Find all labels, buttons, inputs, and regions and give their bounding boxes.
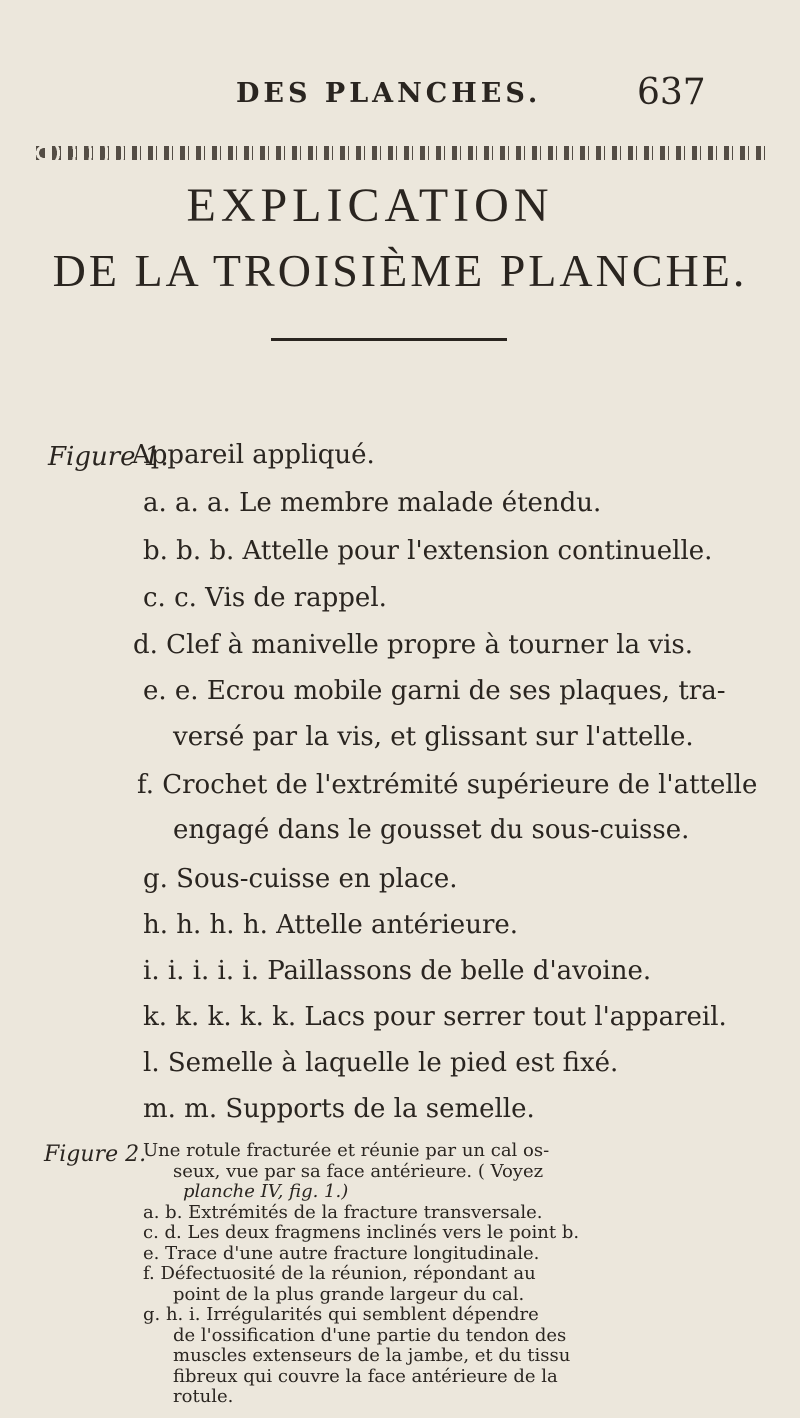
figure-1-label: Figure 1. — [48, 442, 169, 472]
figure-1-line: h. h. h. h. Attelle antérieure. — [143, 910, 519, 940]
figure-2-line: de l'ossification d'une partie du tendon des — [173, 1324, 567, 1346]
figure-1-line: m. m. Supports de la semelle. — [143, 1094, 535, 1124]
figure-1-line: f. Crochet de l'extrémité supérieure de l'attelle — [137, 770, 758, 800]
figure-2-line: point de la plus grande largeur du cal. — [173, 1283, 525, 1305]
figure-1-line: k. k. k. k. k. Lacs pour serrer tout l'appareil. — [143, 1002, 727, 1032]
figure-2-line: muscles extenseurs de la jambe, et du tissu — [173, 1345, 571, 1366]
title-rule — [271, 338, 507, 341]
figure-2-line: seux, vue par sa face antérieure. ( Voyez — [173, 1160, 544, 1182]
page-number: 637 — [637, 72, 706, 113]
figure-2-line: g. h. i. Irrégularités qui semblent dépendre — [143, 1304, 539, 1325]
figure-2-line: rotule. — [173, 1386, 234, 1407]
decorative-border — [36, 146, 766, 160]
figure-2-line: fibreux qui couvre la face antérieure de la — [173, 1365, 558, 1387]
figure-1-line: b. b. b. Attelle pour l'extension continuelle. — [143, 536, 713, 566]
section-subtitle: DE LA TROISIÈME PLANCHE. — [52, 245, 748, 296]
running-title: DES PLANCHES. — [236, 78, 542, 109]
figure-1-line: engagé dans le gousset du sous-cuisse. — [173, 815, 690, 845]
figure-2-line: a. b. Extrémités de la fracture transversale. — [143, 1201, 543, 1223]
section-title: EXPLICATION — [186, 179, 554, 232]
figure-2-line: planche IV, fig. 1.) — [183, 1181, 349, 1202]
figure-1-line: i. i. i. i. i. Paillassons de belle d'avoine. — [143, 956, 652, 986]
figure-1-line: c. c. Vis de rappel. — [143, 583, 387, 613]
figure-2-line: Une rotule fracturée et réunie par un cal os- — [143, 1140, 550, 1161]
figure-1-line: g. Sous-cuisse en place. — [143, 864, 458, 894]
figure-1-line: d. Clef à manivelle propre à tourner la vis. — [133, 630, 694, 660]
figure-2-line: f. Défectuosité de la réunion, répondant au — [143, 1263, 536, 1284]
page-header — [0, 72, 800, 118]
figure-2-label: Figure 2. — [44, 1142, 147, 1167]
figure-1-line: versé par la vis, et glissant sur l'attelle. — [173, 722, 694, 752]
figure-1-line: e. e. Ecrou mobile garni de ses plaques, tra- — [143, 676, 726, 706]
figure-2-line: c. d. Les deux fragmens inclinés vers le point b. — [143, 1222, 580, 1243]
figure-1-line: a. a. a. Le membre malade étendu. — [143, 488, 602, 518]
figure-1-line: Appareil appliqué. — [132, 440, 375, 470]
figure-2-line: e. Trace d'une autre fracture longitudinale. — [143, 1242, 540, 1264]
figure-1-line: l. Semelle à laquelle le pied est fixé. — [143, 1048, 619, 1078]
